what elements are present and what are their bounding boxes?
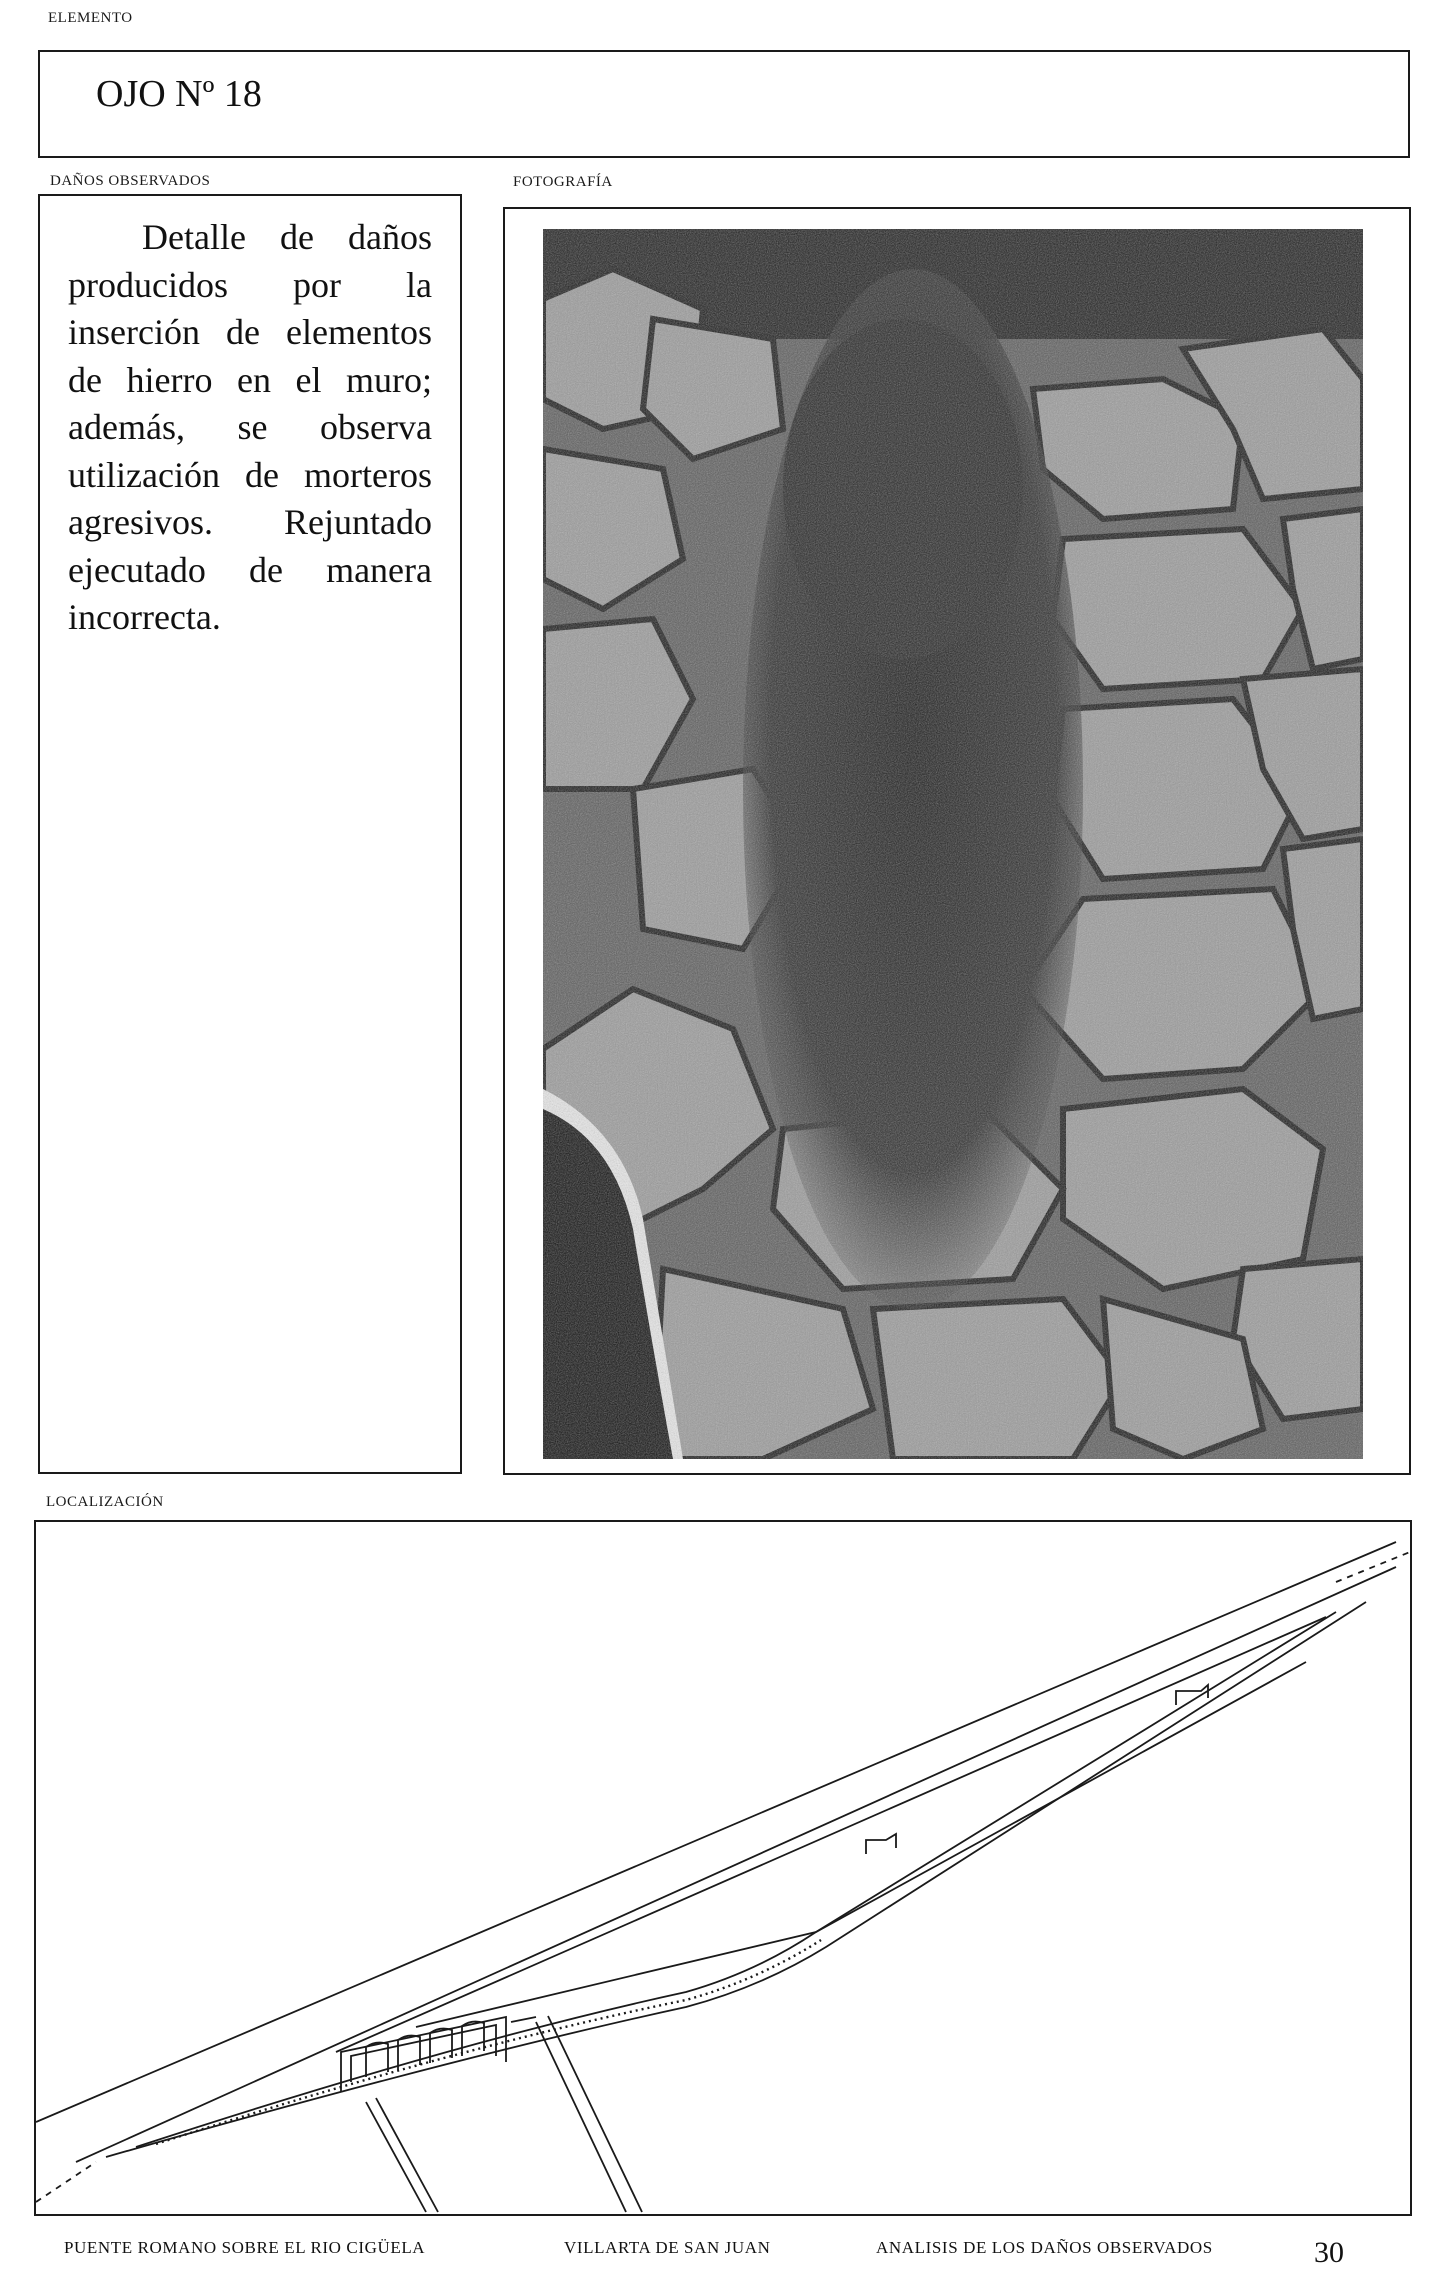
masonry-photo-drawing (543, 229, 1363, 1459)
footer-place: VILLARTA DE SAN JUAN (564, 2238, 771, 2257)
photo-box (503, 207, 1411, 1475)
road-edge-outer (36, 1542, 1396, 2122)
bridge-plan-drawing (36, 1522, 1410, 2214)
bridge-parapet-line (336, 1617, 1326, 2052)
dashed-edge (36, 2162, 96, 2202)
pier-left-wall-a (366, 2102, 426, 2212)
element-title: OJO Nº 18 (96, 73, 262, 115)
bridge-deck-upper-edge (106, 1602, 1366, 2157)
pier-right-wall-b (548, 2016, 642, 2212)
pier-right-wall-c (511, 2017, 536, 2022)
bridge-offset-step-upper (1176, 1685, 1208, 1705)
deck-hatch (156, 1940, 821, 2144)
page-footer: PUENTE ROMANO SOBRE EL RIO CIGÜELA VILLARTA DE SAN JUAN ANALISIS DE LOS DAÑOS OBSERVADOS (64, 2238, 1213, 2257)
damages-section-label: DAÑOS OBSERVADOS (50, 173, 211, 189)
photo-section-label: FOTOGRAFÍA (513, 174, 613, 190)
footer-title: PUENTE ROMANO SOBRE EL RIO CIGÜELA (64, 2238, 426, 2257)
pier-left-wall-b (376, 2098, 438, 2212)
masonry-damage-photo (543, 229, 1363, 1459)
location-section-label: LOCALIZACIÓN (46, 1494, 164, 1510)
arch-3 (430, 2029, 452, 2063)
element-section-label: ELEMENTO (48, 10, 133, 26)
bridge-offset-step-lower (866, 1834, 896, 1854)
pier-right-wall-a (536, 2022, 626, 2212)
road-edge-inner (76, 1567, 1396, 2162)
damages-description: Detalle de daños producidos por la inserción de elementos de hierro en el muro; además, se observa utilización de morteros agresivos. Rejuntado ejecutado de manera incorrecta. (68, 217, 432, 637)
damages-box (38, 194, 462, 1474)
page-number: 30 (1314, 2236, 1344, 2269)
element-box (38, 50, 1410, 158)
location-box (34, 1520, 1412, 2216)
bridge-crest-line (416, 1662, 1306, 2027)
